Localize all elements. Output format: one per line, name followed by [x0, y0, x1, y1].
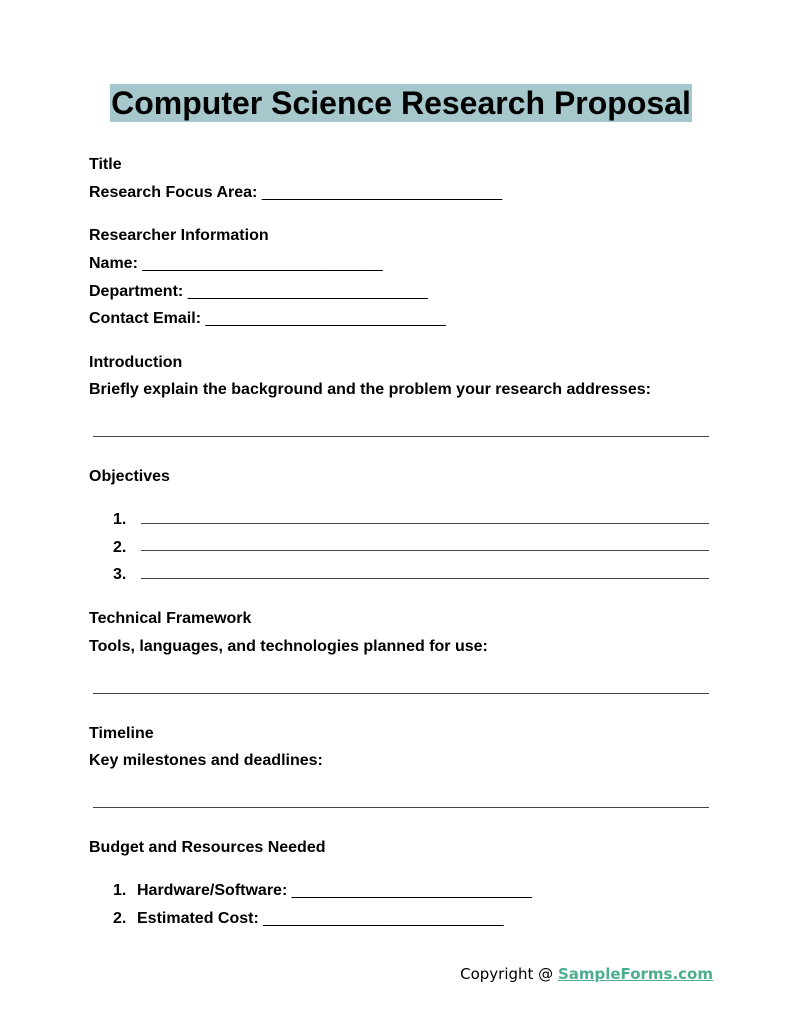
- technical-heading: Technical Framework: [89, 610, 252, 627]
- timeline-prompt: Key milestones and deadlines:: [89, 752, 323, 769]
- timeline-answer-line[interactable]: [93, 807, 709, 808]
- objective-answer-line-1[interactable]: [141, 523, 709, 524]
- brand-link[interactable]: SampleForms.com: [557, 965, 713, 983]
- department-blank[interactable]: ___________________________: [187, 283, 428, 300]
- budget-item-label: Hardware/Software:: [137, 882, 288, 899]
- technical-answer-line[interactable]: [93, 693, 709, 694]
- introduction-answer-line[interactable]: [93, 436, 709, 437]
- title-container: [0, 84, 802, 122]
- objective-number-1: 1.: [113, 511, 127, 528]
- budget-item-number: 1.: [113, 882, 127, 899]
- budget-item-label: Estimated Cost:: [137, 910, 259, 927]
- copyright-text: Copyright @: [460, 965, 558, 983]
- researcher-heading: Researcher Information: [89, 227, 269, 244]
- department-field[interactable]: [89, 282, 428, 302]
- objective-number-2: 2.: [113, 539, 127, 556]
- hardware-blank[interactable]: ___________________________: [291, 882, 532, 899]
- technical-prompt: Tools, languages, and technologies planned for use:: [89, 638, 488, 655]
- objective-number-3: 3.: [113, 566, 127, 583]
- budget-item-hardware[interactable]: [113, 881, 532, 901]
- objective-answer-line-2[interactable]: [141, 550, 709, 551]
- research-focus-blank[interactable]: ___________________________: [261, 184, 503, 201]
- contact-email-label: Contact Email:: [89, 310, 202, 327]
- introduction-heading: Introduction: [89, 354, 183, 371]
- name-blank[interactable]: ___________________________: [142, 255, 383, 272]
- name-field[interactable]: [89, 254, 383, 274]
- timeline-heading: Timeline: [89, 725, 154, 742]
- research-focus-field[interactable]: [89, 183, 502, 203]
- footer-copyright: [460, 965, 713, 983]
- department-label: Department:: [89, 283, 184, 300]
- page-title: Computer Science Research Proposal: [111, 85, 691, 121]
- title-heading: Title: [89, 156, 122, 173]
- budget-item-number: 2.: [113, 910, 127, 927]
- objective-answer-line-3[interactable]: [141, 578, 709, 579]
- introduction-prompt: Briefly explain the background and the problem your research addresses:: [89, 381, 651, 398]
- cost-blank[interactable]: ___________________________: [263, 910, 504, 927]
- contact-email-field[interactable]: [89, 309, 446, 329]
- research-focus-label: Research Focus Area:: [89, 184, 258, 201]
- budget-heading: Budget and Resources Needed: [89, 839, 326, 856]
- objectives-heading: Objectives: [89, 468, 170, 485]
- name-label: Name:: [89, 255, 138, 272]
- contact-email-blank[interactable]: ___________________________: [205, 310, 446, 327]
- budget-item-cost[interactable]: [113, 909, 504, 929]
